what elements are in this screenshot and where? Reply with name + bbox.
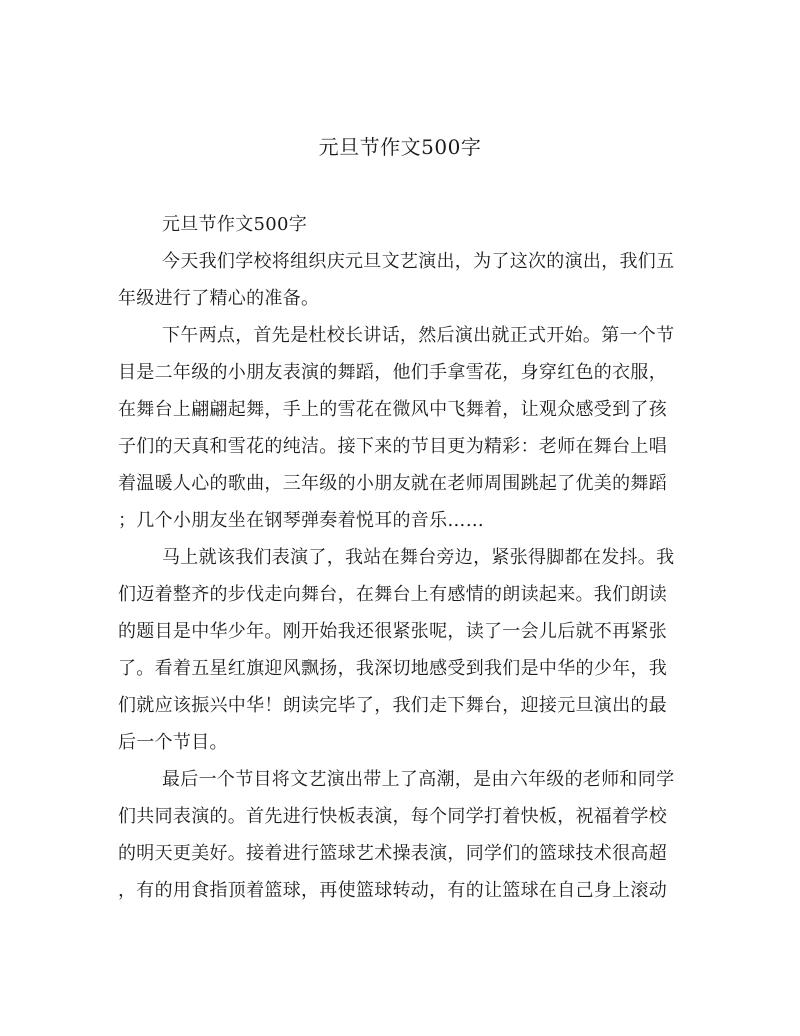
document-body <box>118 206 684 909</box>
text-line: 子们的天真和雪花的纯洁。接下来的节目更为精彩：老师在舞台上唱 <box>118 436 667 457</box>
text-line: 了。看着五星红旗迎风飘扬，我深切地感受到我们是中华的少年，我 <box>118 658 667 679</box>
text-line: 们共同表演的。首先进行快板表演，每个同学打着快板，祝福着学校 <box>118 806 667 827</box>
text-line: 们就应该振兴中华！朗读完毕了，我们走下舞台，迎接元旦演出的最 <box>118 695 667 716</box>
text-line: 的明天更美好。接着进行篮球艺术操表演，同学们的篮球技术很高超 <box>118 843 667 864</box>
text-line: 的题目是中华少年。刚开始我还很紧张呢，读了一会儿后就不再紧张 <box>118 621 667 642</box>
text-line: 元旦节作文500字 <box>162 214 308 235</box>
text-line: 年级进行了精心的准备。 <box>118 288 320 309</box>
text-line: 后一个节目。 <box>118 732 228 753</box>
document-title: 元旦节作文500字 <box>318 135 482 159</box>
text-line: ；几个小朋友坐在钢琴弹奏着悦耳的音乐…… <box>118 510 484 531</box>
text-line: 最后一个节目将文艺演出带上了高潮，是由六年级的老师和同学 <box>162 769 675 790</box>
text-line: 今天我们学校将组织庆元旦文艺演出，为了这次的演出，我们五 <box>162 251 675 272</box>
text-line: 着温暖人心的歌曲，三年级的小朋友就在老师周围跳起了优美的舞蹈 <box>118 473 667 494</box>
text-line: 们迈着整齐的步伐走向舞台，在舞台上有感情的朗读起来。我们朗读 <box>118 584 667 605</box>
text-line: ，有的用食指顶着篮球，再使篮球转动，有的让篮球在自己身上滚动 <box>118 880 667 901</box>
text-line: 在舞台上翩翩起舞，手上的雪花在微风中飞舞着，让观众感受到了孩 <box>118 399 667 420</box>
text-line: 马上就该我们表演了，我站在舞台旁边，紧张得脚都在发抖。我 <box>162 547 675 568</box>
text-line: 目是二年级的小朋友表演的舞蹈，他们手拿雪花，身穿红色的衣服， <box>118 362 667 383</box>
text-line: 下午两点，首先是杜校长讲话，然后演出就正式开始。第一个节 <box>162 325 675 346</box>
